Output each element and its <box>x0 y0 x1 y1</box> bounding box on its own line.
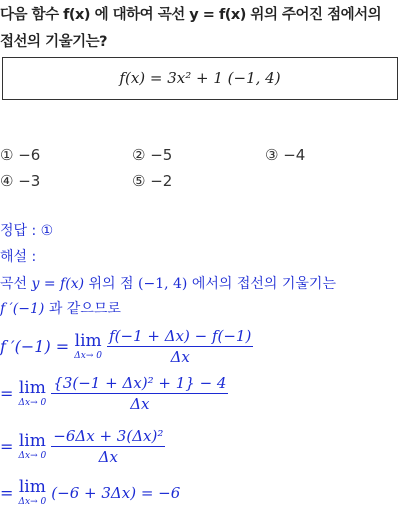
answer-label: 정답 : <box>0 223 37 239</box>
step-2-numerator: {3(−1 + Δx)² + 1} − 4 <box>53 374 227 392</box>
answer-line <box>0 220 53 240</box>
choice-1-value: −6 <box>18 146 41 164</box>
step-2-denominator: Δx <box>130 395 150 413</box>
solution-line-2 <box>0 298 121 318</box>
step-1 <box>0 327 253 366</box>
choice-3-value: −4 <box>283 146 306 164</box>
derivative-at-point: f ′(−1) <box>0 301 45 317</box>
step-4-equals: = <box>0 483 14 503</box>
question-line-1: 다음 함수 f(x) 에 대하여 곡선 y = f(x) 위의 주어진 점에서의 <box>0 7 382 23</box>
step-3-numerator: −6Δx + 3(Δx)² <box>53 427 164 445</box>
limit-3-sub: Δx→ 0 <box>18 450 47 461</box>
limit-4-sub: Δx→ 0 <box>18 497 47 507</box>
choice-5[interactable] <box>132 172 172 190</box>
solution-point: (−1, 4) <box>138 276 188 292</box>
explanation-label: 해설 : <box>0 249 37 265</box>
limit-2 <box>18 377 47 408</box>
step-4 <box>0 479 180 507</box>
step-3-denominator: Δx <box>98 448 118 466</box>
choice-2-value: −5 <box>150 146 173 164</box>
choice-4[interactable] <box>0 172 40 190</box>
solution-curve: y = f(x) <box>31 276 85 292</box>
choice-2[interactable] <box>132 146 172 164</box>
choice-5-value: −2 <box>150 172 173 190</box>
limit-1 <box>74 330 102 361</box>
choice-2-number: ② <box>132 146 146 164</box>
choice-3-number: ③ <box>265 146 279 164</box>
step-1-fraction <box>107 327 253 366</box>
given-function: f(x) = 3x² + 1 (−1, 4) <box>119 69 281 87</box>
step-4-expression: (−6 + 3Δx) = −6 <box>51 484 181 502</box>
step-3 <box>0 427 165 466</box>
choice-1[interactable] <box>0 146 40 164</box>
step-1-denominator: Δx <box>170 348 190 366</box>
step-2-fraction <box>51 374 228 413</box>
limit-3 <box>18 430 47 461</box>
answer-value: ① <box>40 223 54 239</box>
solution-line-1e: 에서의 접선의 기울기는 <box>191 276 336 292</box>
solution-line-2b: 과 같으므로 <box>48 301 121 317</box>
step-1-lhs: f ′(−1) = <box>0 337 70 356</box>
step-2 <box>0 374 228 413</box>
choice-3[interactable] <box>265 146 305 164</box>
solution-line-1 <box>0 273 336 293</box>
choice-5-number: ⑤ <box>132 172 146 190</box>
limit-4 <box>19 479 47 507</box>
choice-4-value: −3 <box>18 172 41 190</box>
limit-1-word: lim <box>74 330 102 351</box>
step-1-numerator: f(−1 + Δx) − f(−1) <box>109 327 252 345</box>
limit-2-sub: Δx→ 0 <box>18 397 47 408</box>
step-3-fraction <box>51 427 165 466</box>
solution-line-1a: 곡선 <box>0 276 28 292</box>
limit-3-word: lim <box>18 430 46 451</box>
step-2-equals: = <box>0 384 14 403</box>
choice-4-number: ④ <box>0 172 14 190</box>
choice-1-number: ① <box>0 146 14 164</box>
question-line-2: 접선의 기울기는? <box>0 34 108 50</box>
solution-line-1c: 위의 점 <box>88 276 134 292</box>
limit-4-word: lim <box>18 477 46 497</box>
limit-2-word: lim <box>18 377 46 398</box>
given-function-box <box>2 57 398 100</box>
step-3-equals: = <box>0 437 14 456</box>
limit-1-sub: Δx→ 0 <box>74 350 102 361</box>
